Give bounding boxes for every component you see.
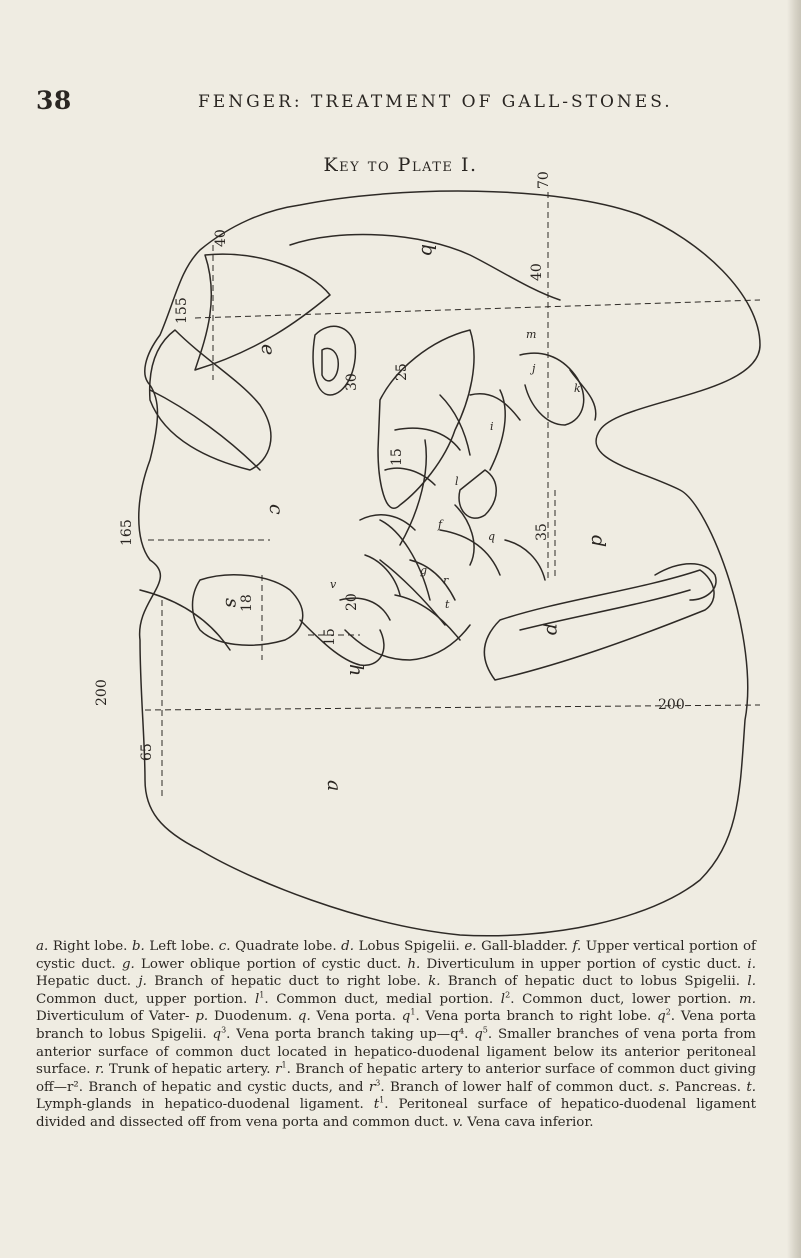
caption-entry (95, 1062, 270, 1077)
num-65: 65 (139, 743, 155, 761)
caption-entry-text: Upper vertical portion of cystic duct. (36, 939, 756, 972)
label-b: b (417, 244, 439, 257)
num-35: 35 (534, 523, 550, 541)
caption-entry-letter: f. (572, 939, 582, 954)
plate-title: Key to Plate I. (323, 154, 478, 176)
running-head: FENGER: TREATMENT OF GALL-STONES. (198, 92, 673, 112)
label-l: l (455, 475, 459, 488)
caption-entry: $r^1$. Branch of hepatic artery to anterior surface of common duct giving off—r². (36, 1060, 757, 1095)
caption-entry-letter: l (254, 991, 260, 1007)
caption-entry-text: Branch of hepatic duct to lobus Spigelii. (447, 974, 741, 990)
caption-entry-sup: 2 (665, 1007, 671, 1017)
caption-entry-sup: 3 (221, 1025, 227, 1035)
caption-entry: $l^2$. Common duct, lower portion. (500, 990, 732, 1007)
caption-entry-text: Quadrate lobe. (235, 939, 337, 954)
caption-entry-text: Duodenum. (213, 1009, 293, 1025)
caption-entry (428, 974, 740, 989)
caption-entry: $l^1$. Common duct, medial portion. (254, 990, 494, 1007)
num-40-right: 40 (529, 263, 545, 281)
caption-entry-text: Branch of lower half of common duct. (390, 1079, 654, 1095)
caption-entry-letter: s. (658, 1079, 670, 1095)
label-p: p (542, 623, 564, 636)
num-30: 30 (344, 373, 360, 391)
caption-entry-text: Common duct, upper portion. (36, 991, 248, 1007)
label-f: f (438, 518, 443, 531)
num-165: 165 (119, 519, 135, 546)
caption-entry: $q^5$. Smaller branches of vena porta from anterior surface of common duct located in hepatico-duodenal ligament below its anterior peritoneal surface. (36, 1025, 756, 1078)
label-v: v (330, 578, 337, 591)
caption-entry-letter: p. (195, 1009, 209, 1025)
caption-entry-letter: r. (95, 1062, 105, 1078)
page-number: 38 (36, 86, 72, 115)
caption-entry (341, 939, 460, 954)
caption-entry-text: Vena porta branch to lobus Spigelii. (36, 1009, 757, 1042)
caption-entry-text: Branch of hepatic artery to anterior surface of common duct giving off—r². (36, 1062, 757, 1095)
caption-entry-text: Branch of hepatic and cystic ducts, and (88, 1079, 364, 1095)
caption-entry (407, 957, 741, 972)
caption-entry-letter: d. (341, 939, 354, 954)
caption-entry-text: Lymph-glands in hepatico-duodenal ligament. (36, 1097, 364, 1113)
label-e: e (257, 344, 279, 356)
caption-entry-letter: t. (746, 1079, 757, 1095)
caption-entry-letter: r (368, 1079, 376, 1095)
caption-entry (659, 1080, 741, 1095)
duodenum (484, 570, 714, 680)
caption-entry-text: Vena porta branch to right lobe. (425, 1009, 652, 1025)
caption-entry-letter: j. (138, 974, 147, 990)
caption-entry-text: Left lobe. (149, 939, 215, 954)
caption-entry (464, 939, 568, 954)
caption-entry (453, 1115, 594, 1130)
label-i: i (490, 420, 494, 433)
caption-entry-text: Lobus Spigelii. (358, 939, 460, 954)
caption-entry-letter: b. (131, 939, 145, 954)
caption-entry: $q^3$. Vena porta branch taking up—q⁴. (212, 1025, 469, 1042)
caption-entry-text: Vena cava inferior. (467, 1114, 594, 1130)
caption-entry-letter: l. (747, 974, 756, 990)
caption-entry (36, 939, 127, 954)
caption-entry-sup: 3 (375, 1078, 381, 1088)
caption-entry (219, 939, 337, 954)
caption-entry-letter: r (275, 1062, 282, 1078)
caption-entry (298, 1009, 396, 1024)
caption-entry-text: Hepatic duct. (36, 974, 132, 990)
caption-entry (88, 1080, 363, 1095)
label-s: s (221, 598, 243, 608)
caption-entry-letter: a. (36, 939, 49, 954)
plate-key-caption (36, 938, 756, 1132)
caption-entry-sup: 5 (482, 1025, 488, 1035)
caption-entry-sup: 1 (259, 990, 265, 1000)
caption-entry-sup: 1 (410, 1007, 416, 1017)
caption-entry-text: Gall-bladder. (481, 939, 568, 954)
caption-entry-text: Vena porta branch taking up—q⁴. (236, 1026, 469, 1042)
caption-entry-letter: q (474, 1026, 483, 1042)
caption-entry-text: Common duct, medial portion. (276, 991, 494, 1007)
caption-entry-letter: q (657, 1009, 666, 1025)
caption-entry-text: Trunk of hepatic artery. (108, 1062, 271, 1078)
caption-entry-text: Pancreas. (675, 1079, 741, 1095)
caption-entry-text: Right lobe. (52, 939, 128, 954)
caption-entry-text: Diverticulum in upper portion of cystic duct. (426, 956, 742, 972)
caption-entry-sup: 1 (281, 1060, 287, 1070)
caption-entry-letter: q. (297, 1009, 311, 1025)
num-20: 20 (344, 593, 360, 611)
label-h: h (345, 664, 367, 677)
caption-entry-text: Vena porta. (316, 1009, 396, 1025)
caption-entry: $t^1$. Peritoneal surface of hepatico-duodenal ligament divided and dissected off from vena porta and common duct. (36, 1095, 756, 1130)
num-18: 18 (239, 594, 255, 612)
label-g: g (420, 564, 428, 577)
label-m: m (526, 328, 537, 341)
caption-entry-letter: e. (464, 939, 477, 954)
num-70: 70 (536, 171, 552, 189)
caption-entry: $q^1$. Vena porta branch to right lobe. (401, 1007, 652, 1025)
num-25: 25 (394, 363, 410, 381)
label-r: r (443, 574, 449, 587)
gall-bladder (378, 330, 474, 508)
label-t: t (445, 598, 450, 611)
label-a: a (323, 780, 345, 792)
caption-entry-letter: m. (739, 991, 757, 1007)
caption-entry-letter: l (500, 991, 506, 1007)
caption-entry (122, 957, 401, 972)
label-q: q (488, 530, 496, 543)
label-j: j (532, 362, 536, 375)
caption-entry-sup: 2 (505, 990, 511, 1000)
caption-entry-text: Smaller branches of vena porta from anterior surface of common duct located in hepatico-duodenal ligament below its anterior peritoneal surface. (36, 1026, 756, 1078)
label-d: d (587, 535, 609, 548)
caption-entry-letter: i. (747, 956, 756, 972)
caption-entry-letter: k. (428, 974, 441, 990)
num-200-left: 200 (94, 679, 110, 706)
caption-entry (195, 1009, 292, 1024)
caption-entry-sup: 1 (379, 1095, 385, 1105)
caption-entry: $r^3$. Branch of lower half of common duct. (368, 1078, 654, 1095)
caption-entry-letter: t (373, 1097, 380, 1113)
caption-entry: $q^2$. Vena porta branch to lobus Spigelii. (36, 1007, 757, 1042)
caption-entry (138, 974, 420, 989)
caption-entry-letter: g. (121, 956, 135, 972)
caption-entry-text: Lower oblique portion of cystic duct. (141, 956, 402, 972)
caption-entry-letter: c. (218, 939, 231, 954)
label-c: c (265, 504, 287, 515)
caption-entry-text: Branch of hepatic duct to right lobe. (154, 974, 421, 990)
num-15-lower: 15 (322, 628, 338, 646)
caption-entry-letter: v. (452, 1114, 464, 1130)
num-200-right: 200 (658, 697, 685, 713)
label-k: k (574, 382, 581, 395)
caption-entry-text: Diverticulum of Vater- (36, 1009, 190, 1025)
caption-entry-letter: q (401, 1009, 411, 1025)
caption-entry-letter: h. (407, 956, 421, 972)
caption-entry-text: Common duct, lower portion. (522, 991, 732, 1007)
caption-entry (132, 939, 214, 954)
num-15-upper: 15 (389, 448, 405, 466)
num-40-left: 40 (213, 229, 229, 247)
num-155: 155 (174, 297, 190, 324)
caption-entry-letter: q (212, 1026, 222, 1042)
caption-entry-text: Peritoneal surface of hepatico-duodenal ligament divided and dissected off from vena porta and common duct. (36, 1097, 756, 1130)
